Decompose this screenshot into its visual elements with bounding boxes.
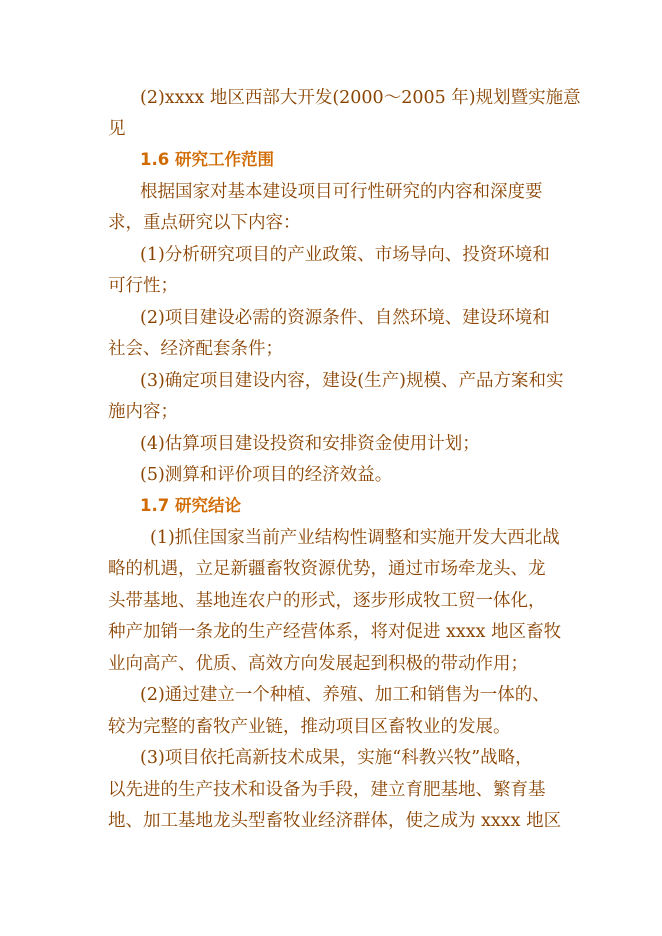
- text-line: (5)测算和评价项目的经济效益。: [140, 465, 393, 485]
- text-line: 地、加工基地龙头型畜牧业经济群体，使之成为 xxxx 地区: [108, 811, 562, 831]
- text-line: 社会、经济配套条件；: [108, 339, 283, 359]
- text-line: (3)项目依托高新技术成果，实施“科教兴牧”战略，: [140, 748, 533, 768]
- text-line: 业向高产、优质、高效方向发展起到积极的带动作用；: [108, 654, 528, 674]
- text-line: (4)估算项目建设投资和安排资金使用计划；: [140, 434, 480, 454]
- text-line: (2)xxxx 地区西部大开发(2000～2005 年)规划暨实施意: [140, 88, 581, 108]
- text-line: 见: [108, 119, 126, 139]
- text-line: 可行性；: [108, 276, 178, 296]
- text-line: (1)抓住国家当前产业结构性调整和实施开发大西北战: [150, 528, 560, 548]
- text-line: (2)通过建立一个种植、养殖、加工和销售为一体的、: [140, 685, 550, 705]
- text-line: 较为完整的畜牧产业链，推动项目区畜牧业的发展。: [108, 717, 511, 737]
- text-line: (1)分析研究项目的产业政策、市场导向、投资环境和: [140, 245, 550, 265]
- section-heading-1-6: 1.6 研究工作范围: [140, 150, 274, 169]
- section-heading-1-7: 1.7 研究结论: [140, 496, 241, 515]
- text-line: 施内容；: [108, 402, 178, 422]
- text-line: 头带基地、基地连农户的形式，逐步形成牧工贸一体化，: [108, 591, 546, 611]
- text-line: (2)项目建设必需的资源条件、自然环境、建设环境和: [140, 308, 550, 328]
- text-line: 求，重点研究以下内容：: [108, 213, 301, 233]
- text-line: (3)确定项目建设内容，建设(生产)规模、产品方案和实: [140, 371, 564, 391]
- text-line: 略的机遇，立足新疆畜牧资源优势，通过市场牵龙头、龙: [108, 559, 546, 579]
- text-line: 以先进的生产技术和设备为手段，建立育肥基地、繁育基: [108, 780, 546, 800]
- text-line: 种产加销一条龙的生产经营体系，将对促进 xxxx 地区畜牧: [108, 622, 562, 642]
- text-line: 根据国家对基本建设项目可行性研究的内容和深度要: [140, 182, 543, 202]
